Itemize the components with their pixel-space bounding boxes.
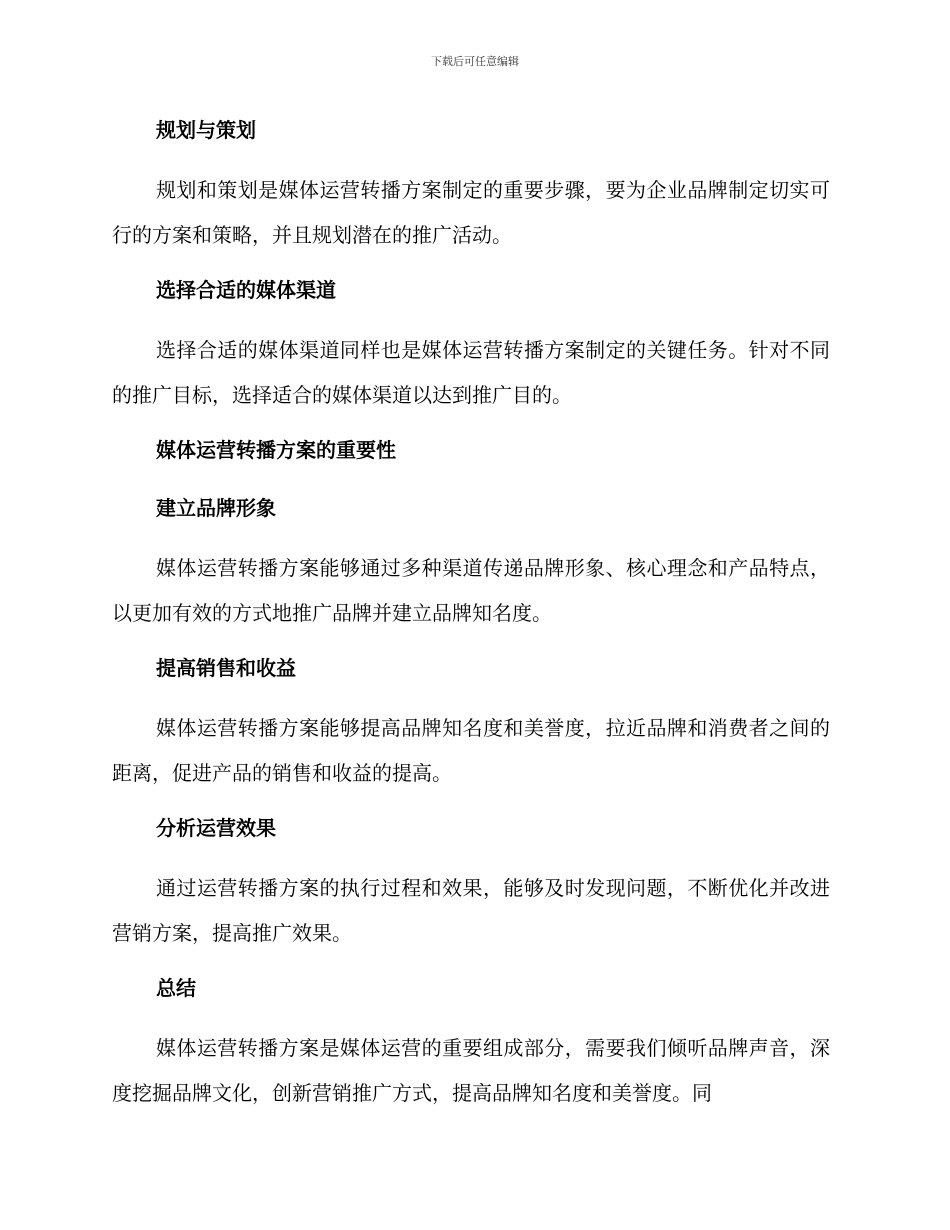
section-heading-sales: 提高销售和收益 bbox=[156, 656, 296, 680]
section-heading-brand-image: 建立品牌形象 bbox=[156, 496, 276, 520]
paragraph-analysis: 通过运营转播方案的执行过程和效果，能够及时发现问题，不断优化并改进营销方案，提高推广效果。 bbox=[112, 876, 830, 945]
paragraph-planning: 规划和策划是媒体运营转播方案制定的重要步骤，要为企业品牌制定切实可行的方案和策略，并且规划潜在的推广活动。 bbox=[112, 178, 830, 247]
section-heading-importance: 媒体运营转播方案的重要性 bbox=[156, 438, 396, 462]
section-heading-summary: 总结 bbox=[156, 976, 196, 1000]
paragraph-brand-image: 媒体运营转播方案能够通过多种渠道传递品牌形象、核心理念和产品特点，以更加有效的方式地推广品牌并建立品牌知名度。 bbox=[112, 556, 830, 625]
section-heading-analysis: 分析运营效果 bbox=[156, 816, 276, 840]
section-heading-planning: 规划与策划 bbox=[156, 118, 256, 142]
document-body bbox=[112, 110, 830, 1128]
paragraph-media-channel: 选择合适的媒体渠道同样也是媒体运营转播方案制定的关键任务。针对不同的推广目标，选择适合的媒体渠道以达到推广目的。 bbox=[112, 338, 830, 407]
paragraph-sales: 媒体运营转播方案能够提高品牌知名度和美誉度，拉近品牌和消费者之间的距离，促进产品的销售和收益的提高。 bbox=[112, 716, 830, 785]
section-heading-media-channel: 选择合适的媒体渠道 bbox=[156, 278, 336, 302]
paragraph-summary: 媒体运营转播方案是媒体运营的重要组成部分，需要我们倾听品牌声音，深度挖掘品牌文化，创新营销推广方式，提高品牌知名度和美誉度。同 bbox=[112, 1036, 830, 1105]
page-header-note: 下载后可任意编辑 bbox=[431, 55, 519, 68]
